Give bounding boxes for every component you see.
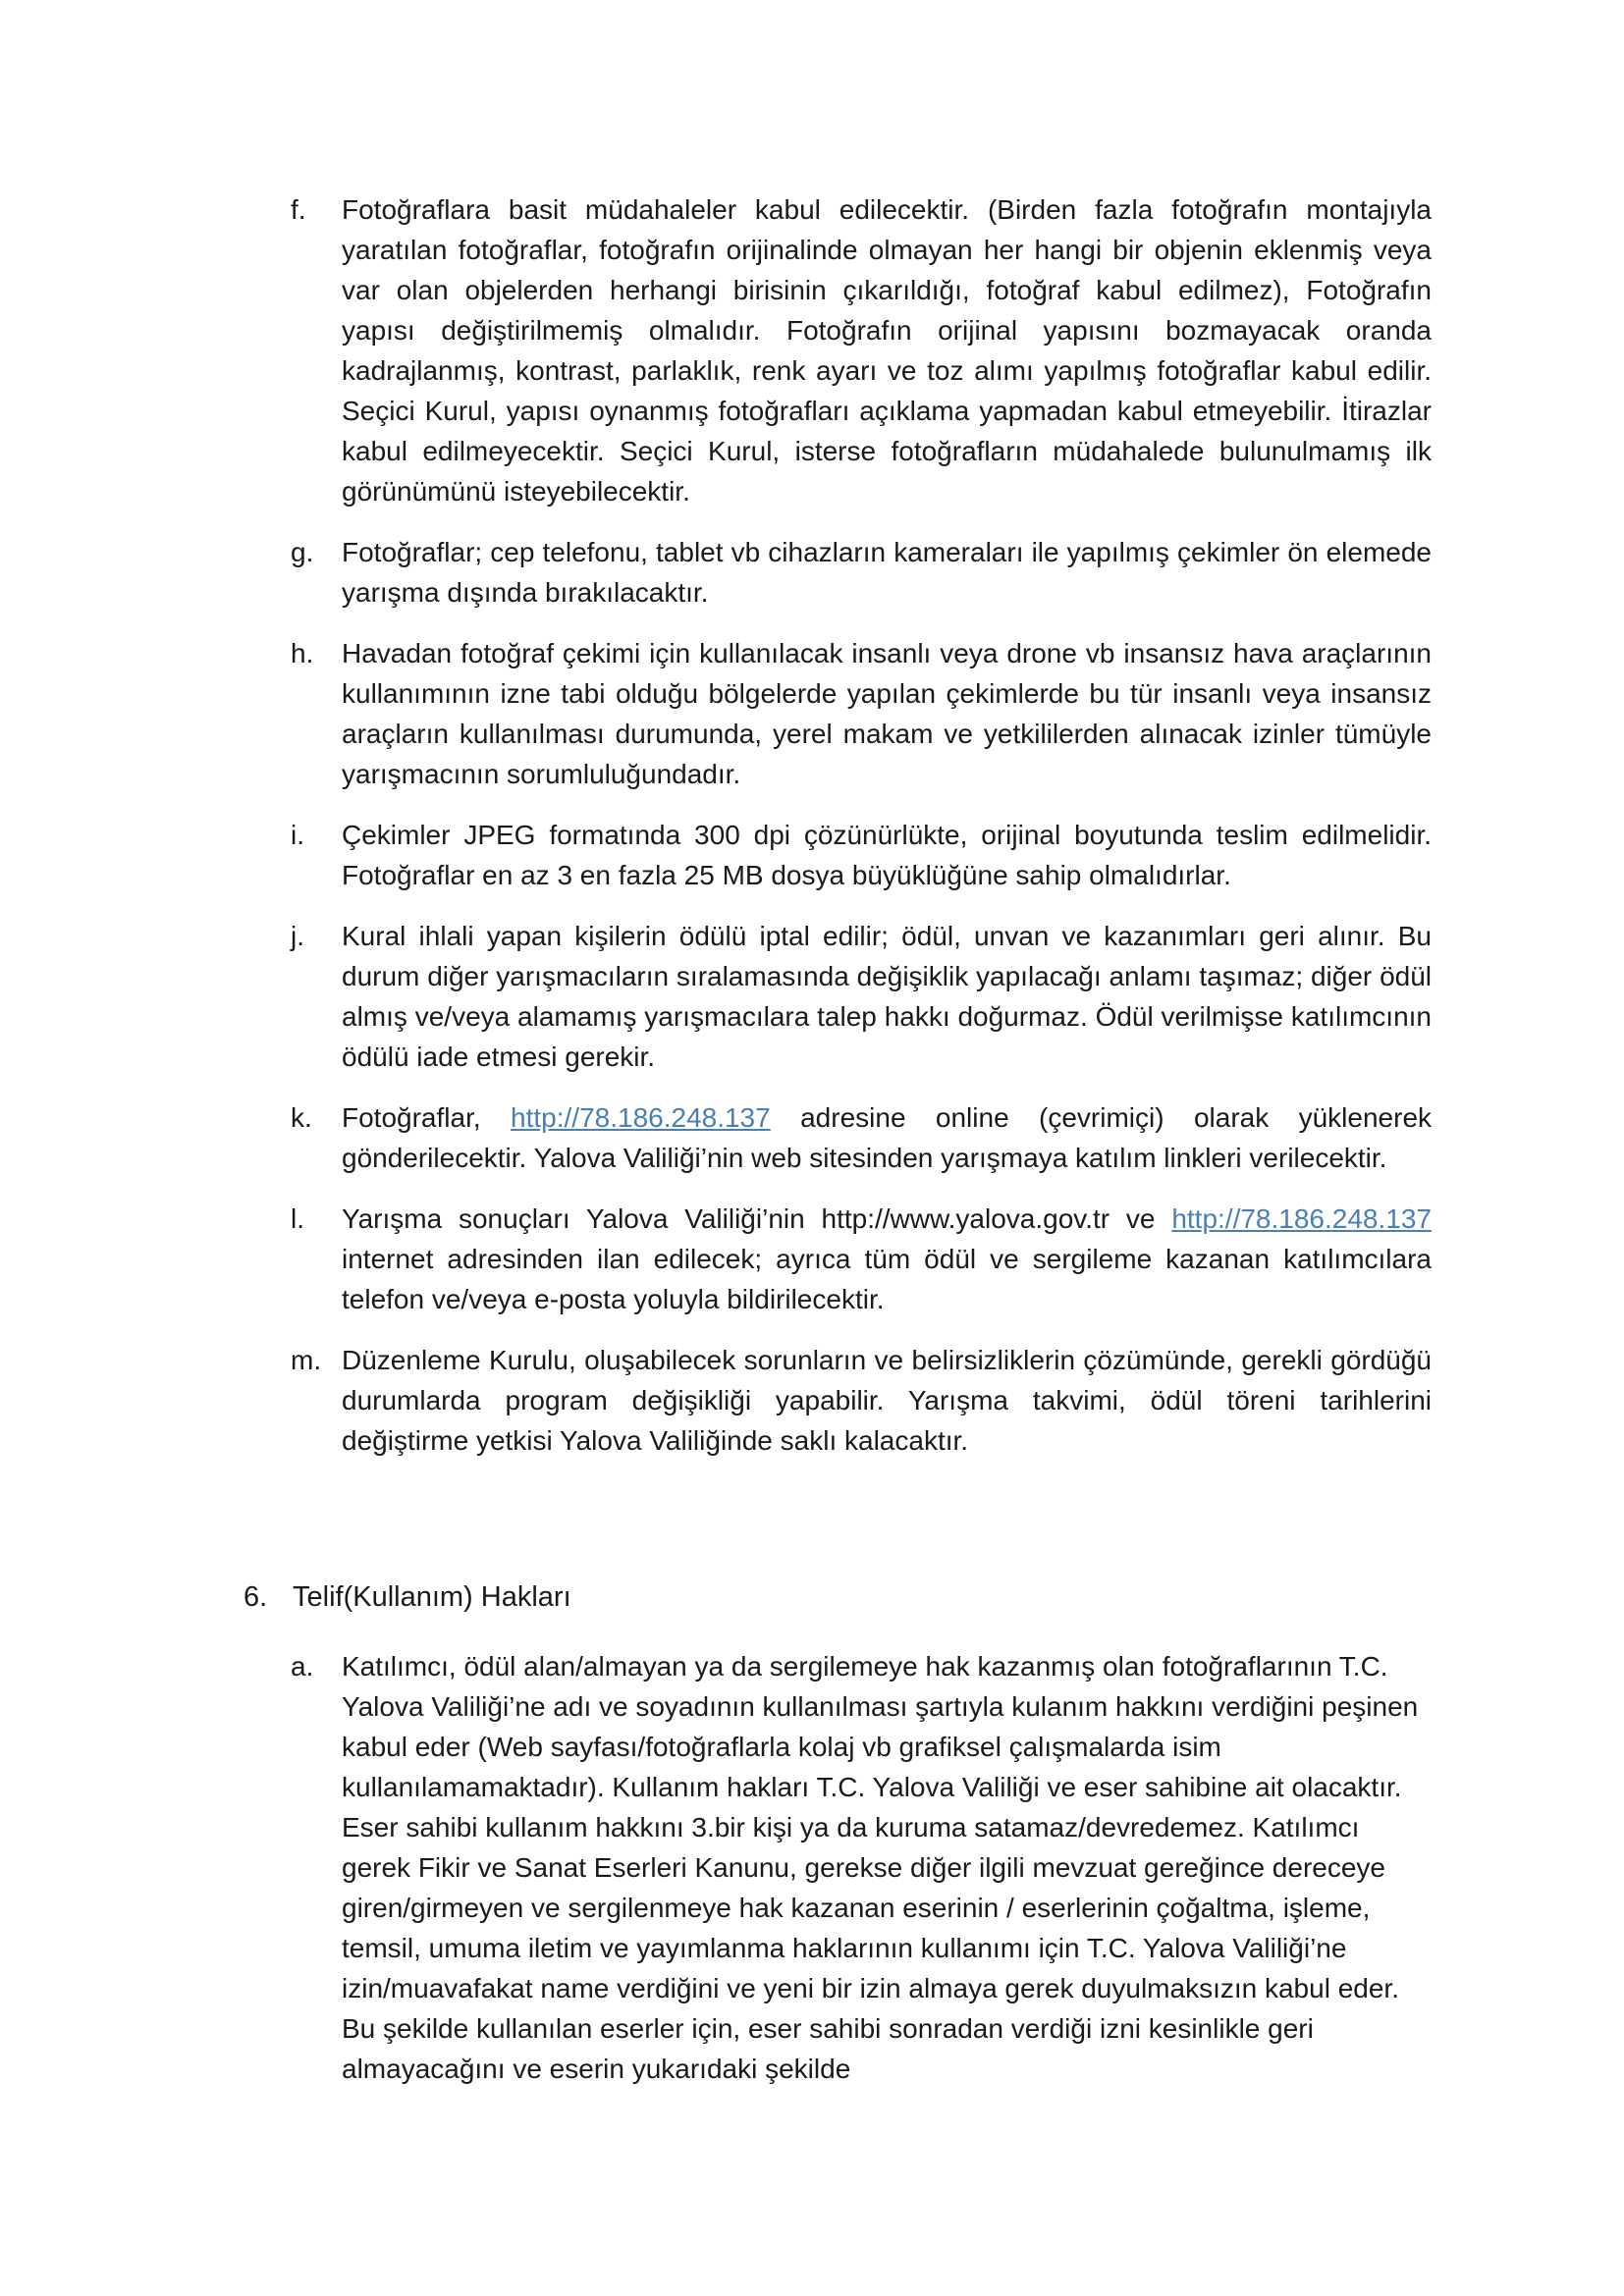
- section-number: 6.: [244, 1581, 268, 1613]
- list-item-f: [285, 189, 1432, 511]
- list-item-i: [285, 815, 1432, 895]
- results-site-link[interactable]: http://78.186.248.137: [1171, 1203, 1432, 1234]
- text-segment: internet adresinden ilan edilecek; ayrıca tüm ödül ve sergileme kazanan katılımcılara telefon ve/veya e-posta yoluyla bildirilecektir.: [342, 1244, 1432, 1314]
- list-item-text: Fotoğraflara basit müdahaleler kabul edilecektir. (Birden fazla fotoğrafın montajıyla yaratılan fotoğraflar, fotoğrafın orijinalinde olmayan her hangi bir objenin eklenmiş veya var olan objelerden herhangi birisinin çıkarıldığı, fotoğraf kabul edilmez), Fotoğrafın yapısı değiştirilmemiş olmalıdır. Fotoğrafın orijinal yapısını bozmayacak oranda kadrajlanmış, kontrast, parlaklık, renk ayarı ve toz alımı yapılmış fotoğraflar kabul edilir. Seçici Kurul, yapısı oynanmış fotoğrafları açıklama yapmadan kabul etmeyebilir. İtirazlar kabul edilmeyecektir. Seçici Kurul, isterse fotoğrafların müdahalede bulunulmamış ilk görünümünü isteyebilecektir.: [342, 194, 1432, 507]
- list-marker: m.: [291, 1345, 322, 1375]
- upload-site-link[interactable]: http://78.186.248.137: [511, 1102, 771, 1133]
- list-item-l: [285, 1199, 1432, 1319]
- list-item-text: Çekimler JPEG formatında 300 dpi çözünürlükte, orijinal boyutunda teslim edilmelidir. Fotoğraflar en az 3 en fazla 25 MB dosya büyüklüğüne sahip olmalıdırlar.: [342, 820, 1432, 890]
- section-title-text: Telif(Kullanım) Hakları: [293, 1581, 571, 1613]
- list-marker: l.: [291, 1203, 304, 1234]
- list-marker: k.: [291, 1102, 312, 1133]
- list-item-text: [342, 1199, 1432, 1319]
- list-marker: g.: [291, 537, 314, 567]
- list-item-text: Fotoğraflar; cep telefonu, tablet vb cihazların kameraları ile yapılmış çekimler ön elemede yarışma dışında bırakılacaktır.: [342, 537, 1432, 608]
- list-marker: a.: [291, 1651, 314, 1682]
- list-item-a: [285, 1646, 1432, 2089]
- section-title: [242, 1576, 1432, 1618]
- list-marker: h.: [291, 638, 314, 668]
- text-segment: Yarışma sonuçları Yalova Valiliği’nin http://www.yalova.gov.tr ve: [342, 1203, 1172, 1234]
- list-item-j: [285, 916, 1432, 1077]
- list-item-text: Havadan fotoğraf çekimi için kullanılacak insanlı veya drone vb insansız hava araçlarının kullanımının izne tabi olduğu bölgelerde yapılan çekimlerde bu tür insanlı veya insansız araçların kullanılması durumunda, yerel makam ve yetkililerden alınacak izinler tümüyle yarışmacının sorumluluğundadır.: [342, 638, 1432, 789]
- list-item-g: [285, 532, 1432, 613]
- list-item-text: Düzenleme Kurulu, oluşabilecek sorunların ve belirsizliklerin çözümünde, gerekli gördüğü durumlarda program değişikliği yapabilir. Yarışma takvimi, ödül töreni tarihlerini değiştirme yetkisi Yalova Valiliğinde saklı kalacaktır.: [342, 1345, 1432, 1456]
- list-marker: i.: [291, 820, 304, 850]
- text-segment: Fotoğraflar,: [342, 1102, 512, 1133]
- list-item-h: [285, 633, 1432, 794]
- list-item-m: [285, 1340, 1432, 1461]
- rules-list: [285, 189, 1432, 1481]
- section-6-list: [285, 1646, 1432, 2089]
- list-item-text: [342, 1097, 1432, 1178]
- list-marker: f.: [291, 194, 306, 225]
- list-item-text: Kural ihlali yapan kişilerin ödülü iptal edilir; ödül, unvan ve kazanımları geri alınır. Bu durum diğer yarışmacıların sıralamasında değişiklik yapılacağı anlamı taşımaz; diğer ödül almış ve/veya alamamış yarışmacılara talep hakkı doğurmaz. Ödül verilmişse katılımcının ödülü iade etmesi gerekir.: [342, 921, 1432, 1072]
- section-6-heading: [242, 1576, 1432, 1618]
- list-item-k: [285, 1097, 1432, 1178]
- list-marker: j.: [291, 921, 304, 951]
- text-segment: adresine online (çevrimiçi) olarak yüklenerek gönderilecektir. Yalova Valiliği’nin web sitesinden yarışmaya katılım linkleri verilecektir.: [342, 1102, 1433, 1173]
- list-item-text: Katılımcı, ödül alan/almayan ya da sergilemeye hak kazanmış olan fotoğraflarının T.C. Yalova Valiliği’ne adı ve soyadının kullanılması şartıyla kulanım hakkını verdiğini peşinen kabul eder (Web sayfası/fotoğraflarla kolaj vb grafiksel çalışmalarda isim kullanılamamaktadır). Kullanım hakları T.C. Yalova Valiliği ve eser sahibine ait olacaktır. Eser sahibi kullanım hakkını 3.bir kişi ya da kuruma satamaz/devredemez. Katılımcı gerek Fikir ve Sanat Eserleri Kanunu, gerekse diğer ilgili mevzuat gereğince dereceye giren/girmeyen ve sergilenmeye hak kazanan eserinin / eserlerinin çoğaltma, işleme, temsil, umuma iletim ve yayımlanma haklarının kullanımı için T.C. Yalova Valiliği’ne izin/muavafakat name verdiğini ve yeni bir izin almaya gerek duyulmaksızın kabul eder. Bu şekilde kullanılan eserler için, eser sahibi sonradan verdiği izni kesinlikle geri almayacağını ve eserin yukarıdaki şekilde: [342, 1651, 1419, 2084]
